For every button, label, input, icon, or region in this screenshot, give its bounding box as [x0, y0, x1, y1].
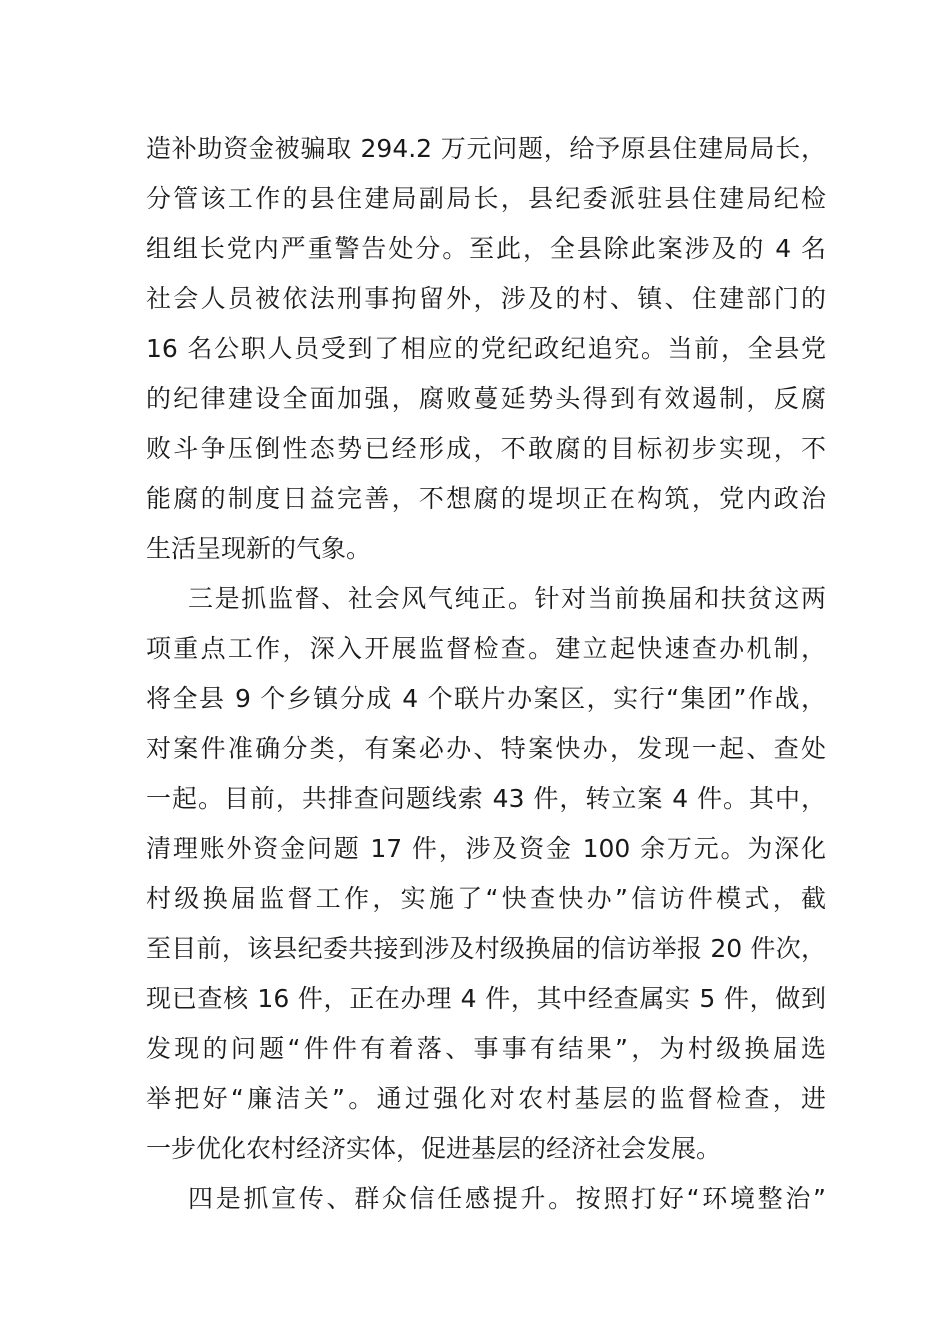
- paragraph-start-line: 四是抓宣传、群众信任感提升。按照打好“环境整治”: [188, 1184, 826, 1213]
- paragraph-start-line: 三是抓监督、社会风气纯正。针对当前换届和扶贫这两: [188, 584, 826, 613]
- text-line: 造补助资金被骗取 294.2 万元问题，给予原县住建局局长，: [146, 134, 826, 163]
- paragraph-end-line: 生活呈现新的气象。: [146, 534, 372, 563]
- text-line: 村级换届监督工作，实施了“快查快办”信访件模式，截: [146, 884, 826, 913]
- text-line: 至目前，该县纪委共接到涉及村级换届的信访举报 20 件次，: [146, 934, 826, 963]
- text-line: 社会人员被依法刑事拘留外，涉及的村、镇、住建部门的: [146, 284, 826, 313]
- text-line: 发现的问题“件件有着落、事事有结果”，为村级换届选: [146, 1034, 826, 1063]
- text-line: 组组长党内严重警告处分。至此，全县除此案涉及的 4 名: [146, 234, 826, 263]
- text-line: 项重点工作，深入开展监督检查。建立起快速查办机制，: [146, 634, 826, 663]
- text-line: 将全县 9 个乡镇分成 4 个联片办案区，实行“集团”作战，: [146, 684, 826, 713]
- text-line: 清理账外资金问题 17 件，涉及资金 100 余万元。为深化: [146, 834, 826, 863]
- text-line: 举把好“廉洁关”。通过强化对农村基层的监督检查，进: [146, 1084, 826, 1113]
- text-line: 现已查核 16 件，正在办理 4 件，其中经查属实 5 件，做到: [146, 984, 826, 1013]
- text-line: 败斗争压倒性态势已经形成，不敢腐的目标初步实现，不: [146, 434, 826, 463]
- text-line: 的纪律建设全面加强，腐败蔓延势头得到有效遏制，反腐: [146, 384, 826, 413]
- text-line: 16 名公职人员受到了相应的党纪政纪追究。当前，全县党: [146, 334, 826, 363]
- text-line: 分管该工作的县住建局副局长，县纪委派驻县住建局纪检: [146, 184, 826, 213]
- text-line: 对案件准确分类，有案必办、特案快办，发现一起、查处: [146, 734, 826, 763]
- paragraph-end-line: 一步优化农村经济实体，促进基层的经济社会发展。: [146, 1134, 722, 1163]
- text-line: 能腐的制度日益完善，不想腐的堤坝正在构筑，党内政治: [146, 484, 826, 513]
- text-line: 一起。目前，共排查问题线索 43 件，转立案 4 件。其中，: [146, 784, 826, 813]
